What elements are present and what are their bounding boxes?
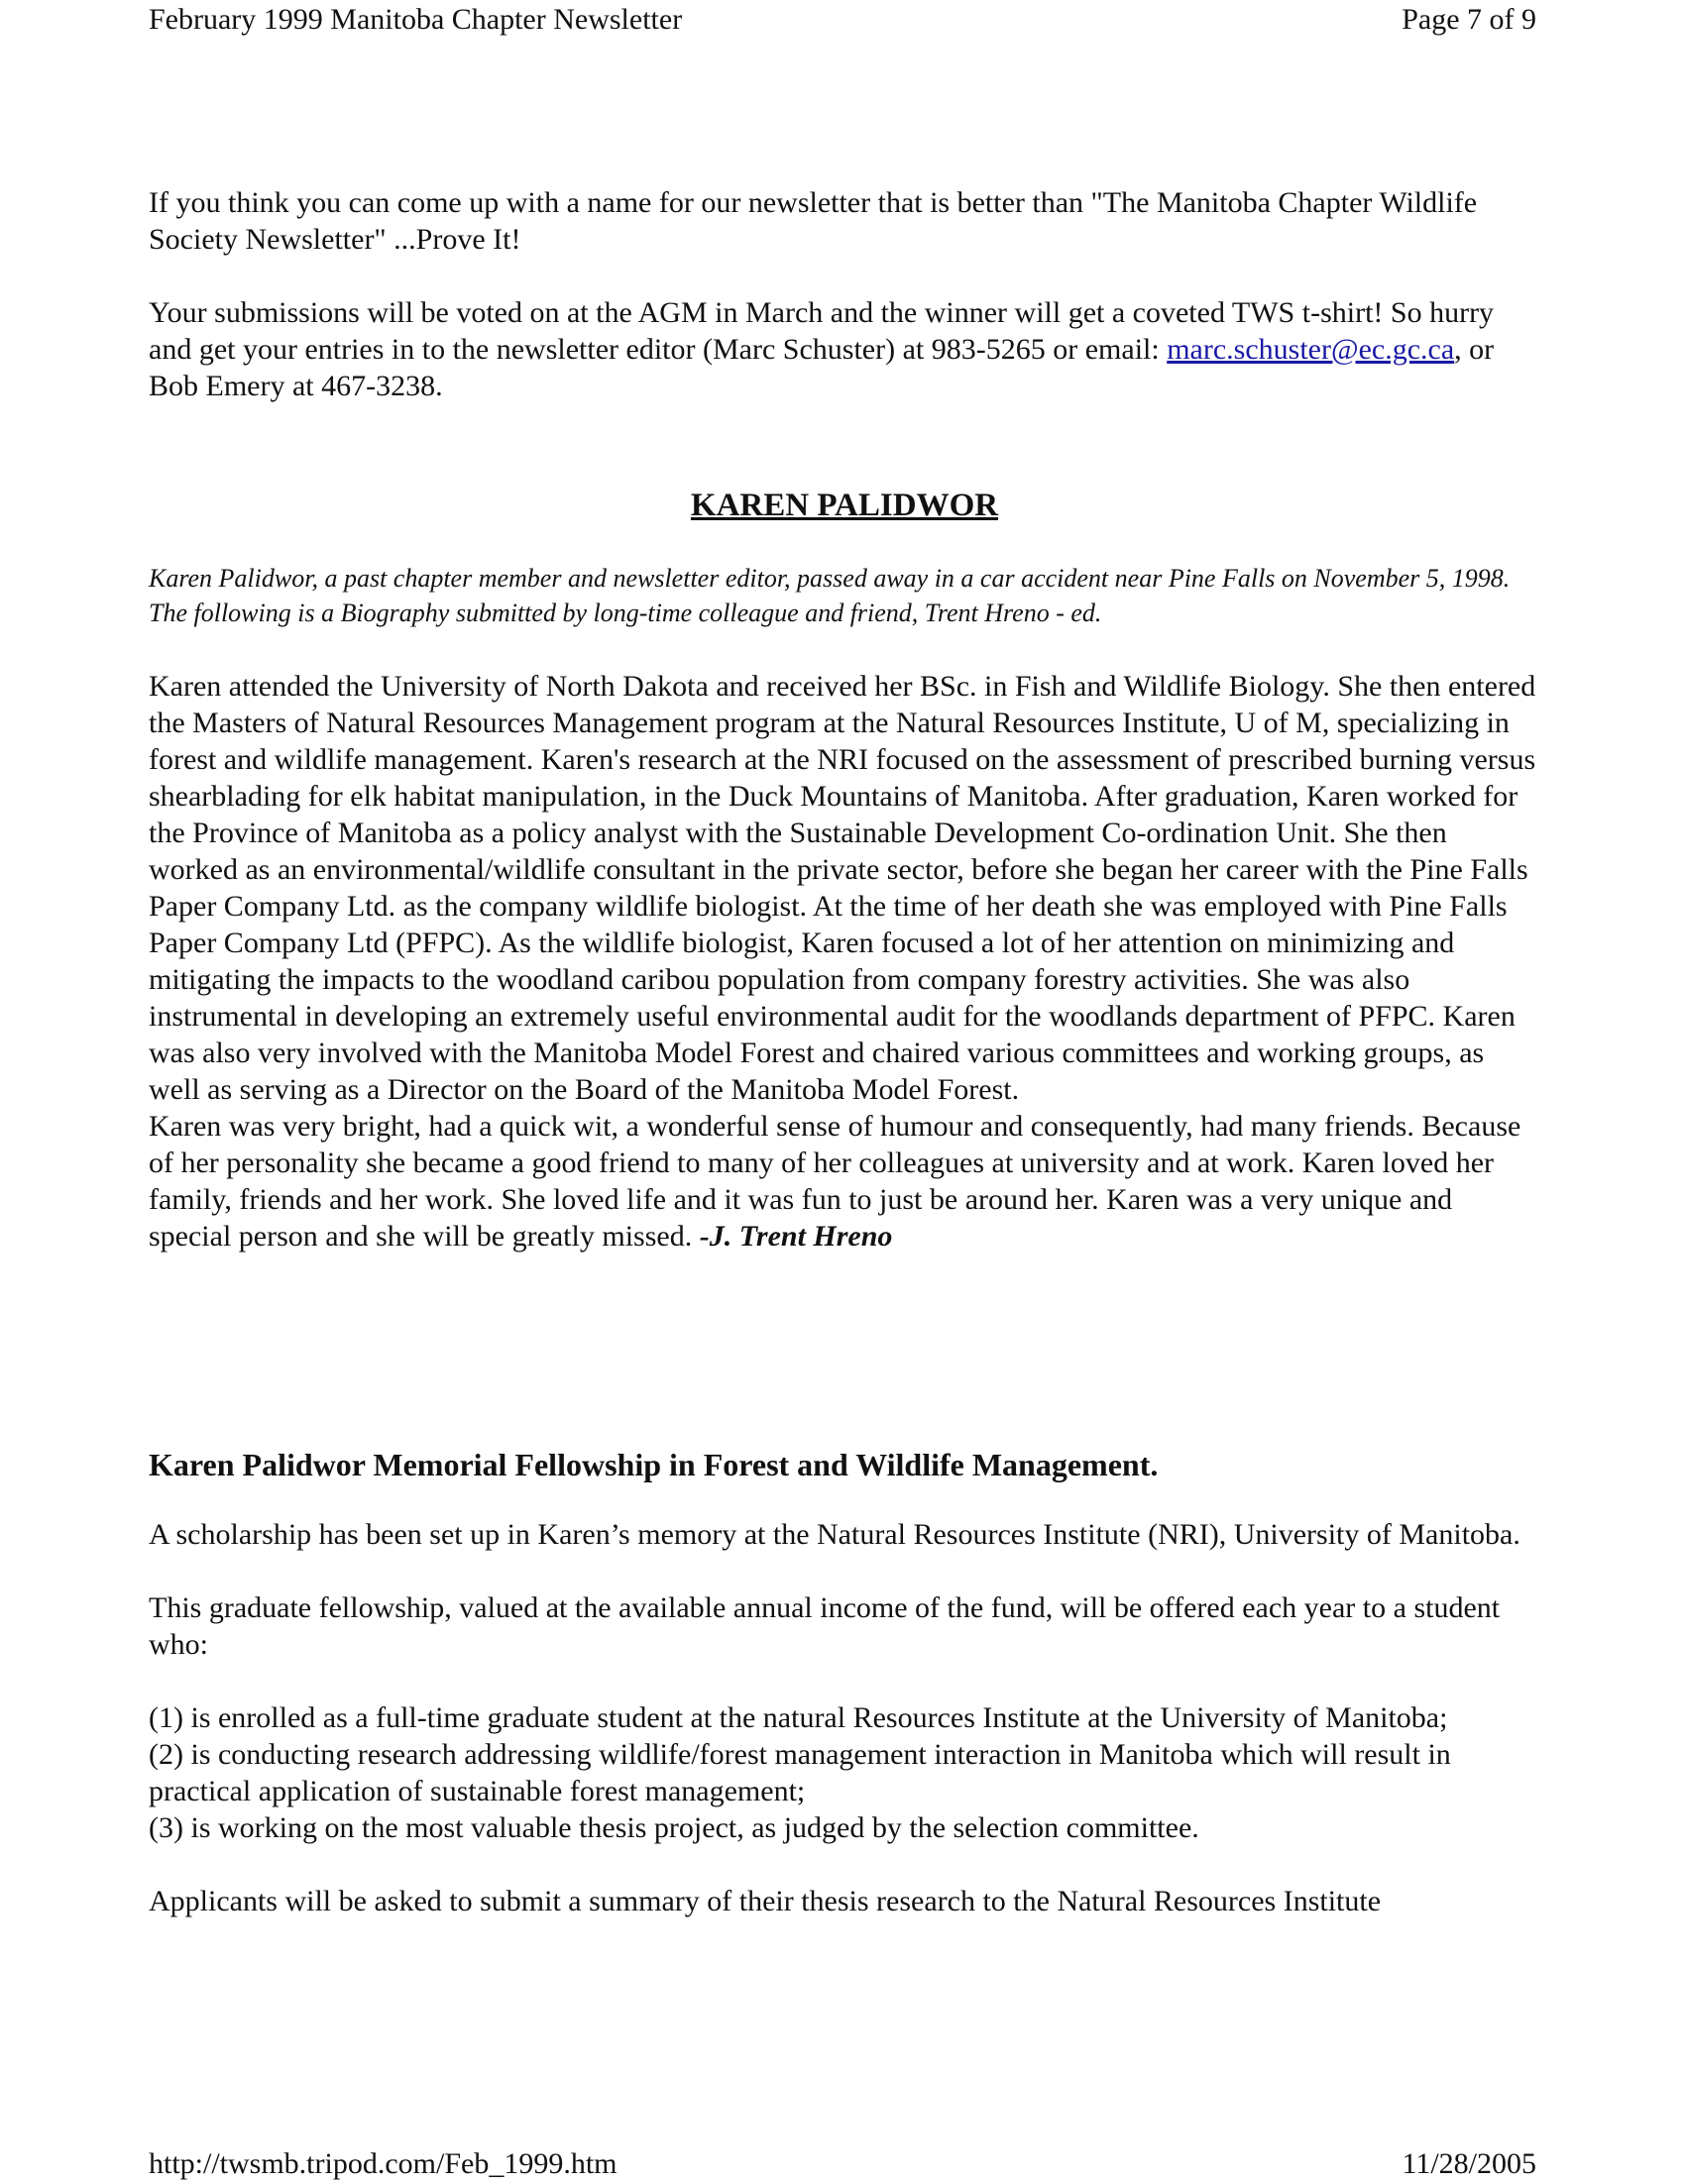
fellowship-criterion-2: (2) is conducting research addressing wildlife/forest management interaction in Manitoba which will result in practical application of sustainable forest management;	[149, 1738, 1451, 1807]
header-page-number: Page 7 of 9	[1402, 3, 1536, 36]
obituary-body-1: Karen attended the University of North Dakota and received her BSc. in Fish and Wildlife Biology. She then entered the Masters of Natural Resources Management program at the Natural Resources Institute, U of M, specializing in forest and wildlife management. Karen's research at the NRI focused on the assessment of prescribed burning versus shearblading for elk habitat manipulation, in the Duck Mountains of Manitoba. After graduation, Karen worked for the Province of Manitoba as a policy analyst with the Sustainable Development Co-ordination Unit. She then worked as an environmental/wildlife consultant in the private sector, before she began her career with the Pine Falls Paper Company Ltd. as the company wildlife biologist. At the time of her death she was employed with Pine Falls Paper Company Ltd (PFPC). As the wildlife biologist, Karen focused a lot of her attention on minimizing and mitigating the impacts to the woodland caribou population from company forestry activities. She was also instrumental in developing an extremely useful environmental audit for the woodlands department of PFPC. Karen was also very involved with the Manitoba Model Forest and chaired various committees and working groups, as well as serving as a Director on the Board of the Manitoba Model Forest.	[149, 670, 1536, 1106]
footer-url: http://twsmb.tripod.com/Feb_1999.htm	[149, 2147, 618, 2180]
obituary-heading: KAREN PALIDWOR	[690, 488, 999, 523]
editor-email-link[interactable]: marc.schuster@ec.gc.ca	[1167, 333, 1455, 366]
naming-contest-section	[149, 184, 1540, 404]
fellowship-criterion-1: (1) is enrolled as a full-time graduate student at the natural Resources Institute at the University of Manitoba;	[149, 1701, 1448, 1734]
obituary-body-2: Karen was very bright, had a quick wit, a wonderful sense of humour and consequently, had many friends. Because of her personality she became a good friend to many of her colleagues at university and at work. Karen loved her family, friends and her work. She loved life and it was fun to just be around her. Karen was a very unique and special person and she will be greatly missed. -J. Trent Hreno	[149, 1110, 1521, 1253]
naming-contest-paragraph-1: If you think you can come up with a name for our newsletter that is better than "The Manitoba Chapter Wildlife Society Newsletter" ...Prove It!	[149, 186, 1478, 256]
fellowship-criteria-list	[149, 1699, 1540, 1846]
fellowship-section	[149, 1445, 1540, 1919]
footer-date: 11/28/2005	[1402, 2147, 1536, 2180]
fellowship-paragraph-2: This graduate fellowship, valued at the available annual income of the fund, will be offered each year to a student who:	[149, 1591, 1501, 1661]
obituary-section	[149, 561, 1540, 1255]
fellowship-criterion-3: (3) is working on the most valuable thesis project, as judged by the selection committee.	[149, 1811, 1199, 1844]
naming-contest-text-after: , or Bob Emery at 467-3238.	[149, 333, 1495, 402]
fellowship-heading: Karen Palidwor Memorial Fellowship in Forest and Wildlife Management.	[149, 1447, 1159, 1482]
obituary-intro: Karen Palidwor, a past chapter member and newsletter editor, passed away in a car accident near Pine Falls on November 5, 1998. The following is a Biography submitted by long-time colleague and friend, Trent Hreno - ed.	[149, 564, 1511, 627]
obituary-signature: -J. Trent Hreno	[699, 1220, 893, 1253]
naming-contest-paragraph-2	[149, 294, 1540, 404]
header-title: February 1999 Manitoba Chapter Newsletter	[149, 3, 683, 36]
fellowship-paragraph-1: A scholarship has been set up in Karen’s memory at the Natural Resources Institute (NRI), University of Manitoba.	[149, 1518, 1520, 1551]
naming-contest-text-before: Your submissions will be voted on at the AGM in March and the winner will get a coveted TWS t-shirt! So hurry and get your entries in to the newsletter editor (Marc Schuster) at 983-5265 or email:	[149, 296, 1495, 366]
fellowship-paragraph-3: Applicants will be asked to submit a summary of their thesis research to the Natural Resources Institute	[149, 1885, 1382, 1917]
